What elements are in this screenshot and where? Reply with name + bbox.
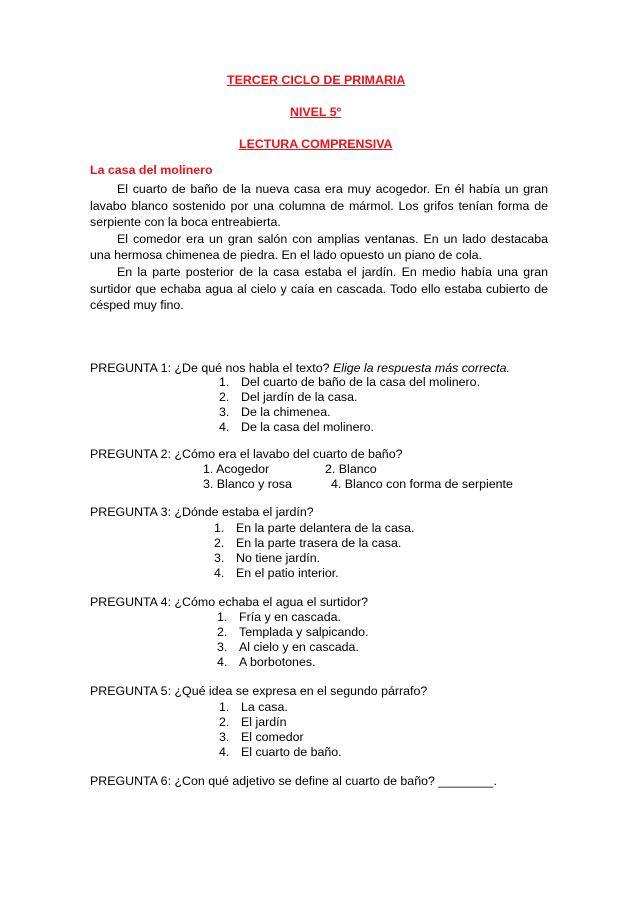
- answer-option[interactable]: 2. Blanco: [325, 462, 377, 476]
- story-paragraph: El comedor era un gran salón con amplias ventanas. En un lado destacaba una hermosa chimenea de piedra. En el lado opuesto un piano de cola.: [90, 231, 548, 263]
- question-label: PREGUNTA 4:: [90, 595, 172, 609]
- question-text: ¿Cómo echaba el agua el surtidor?: [174, 595, 369, 609]
- answer-option[interactable]: 3. Al cielo y en cascada.: [217, 640, 359, 654]
- answer-option[interactable]: 2. Del jardín de la casa.: [219, 390, 358, 404]
- answer-option[interactable]: 4. El cuarto de baño.: [219, 745, 342, 759]
- header-level: NIVEL 5º: [290, 105, 342, 119]
- question-label: PREGUNTA 6:: [90, 774, 172, 788]
- question-text: ¿De qué nos habla el texto?: [174, 361, 330, 375]
- answer-option[interactable]: 1. Del cuarto de baño de la casa del molinero.: [219, 375, 481, 389]
- question-text: ¿Dónde estaba el jardín?: [174, 505, 314, 519]
- header-subject: LECTURA COMPRENSIVA: [239, 137, 393, 151]
- story-paragraph: En la parte posterior de la casa estaba el jardín. En medio había una gran surtidor que echaba agua al cielo y caía en cascada. Todo ello estaba cubierto de césped muy fino.: [90, 264, 548, 313]
- answer-option[interactable]: 3. De la chimenea.: [219, 405, 331, 419]
- question-label: PREGUNTA 2:: [90, 447, 172, 461]
- answer-option[interactable]: 4. De la casa del molinero.: [219, 420, 374, 434]
- question-text[interactable]: ¿Con qué adjetivo se define al cuarto de baño? ________.: [174, 774, 497, 788]
- answer-option[interactable]: 1. En la parte delantera de la casa.: [214, 521, 415, 535]
- answer-option[interactable]: 1. Fría y en cascada.: [217, 610, 341, 624]
- question-3: [90, 504, 314, 521]
- question-label: PREGUNTA 5:: [90, 684, 172, 698]
- answer-option[interactable]: 2. Templada y salpicando.: [217, 625, 369, 639]
- answer-option[interactable]: 3. No tiene jardín.: [214, 551, 321, 565]
- question-6: [90, 773, 497, 790]
- answer-option[interactable]: 3. Blanco y rosa: [203, 477, 292, 491]
- answer-option[interactable]: 3. El comedor: [219, 730, 304, 744]
- story-paragraph: El cuarto de baño de la nueva casa era muy acogedor. En él había un gran lavabo blanco sostenido por una columna de mármol. Los grifos tenían forma de serpiente con la boca entreabierta.: [90, 182, 548, 230]
- question-label: PREGUNTA 3:: [90, 505, 172, 519]
- question-hint: Elige la respuesta más correcta.: [332, 361, 510, 375]
- answer-option[interactable]: 1. Acogedor: [203, 462, 270, 476]
- answer-option[interactable]: 2. El jardín: [219, 715, 287, 729]
- answer-option[interactable]: 4. A borbotones.: [217, 655, 316, 669]
- question-label: PREGUNTA 1:: [90, 361, 172, 375]
- story-title: La casa del molinero: [90, 163, 213, 177]
- question-5: [90, 683, 427, 700]
- header-cycle: TERCER CICLO DE PRIMARIA: [227, 73, 406, 87]
- answer-option[interactable]: 4. Blanco con forma de serpiente: [331, 477, 513, 491]
- answer-option[interactable]: 2. En la parte trasera de la casa.: [214, 536, 402, 550]
- answer-option[interactable]: 1. La casa.: [219, 700, 288, 714]
- answer-option[interactable]: 4. En el patio interior.: [214, 566, 339, 580]
- question-text: ¿Qué idea se expresa en el segundo párrafo?: [174, 684, 428, 698]
- question-text: ¿Cómo era el lavabo del cuarto de baño?: [174, 447, 403, 461]
- story-text: [90, 181, 548, 314]
